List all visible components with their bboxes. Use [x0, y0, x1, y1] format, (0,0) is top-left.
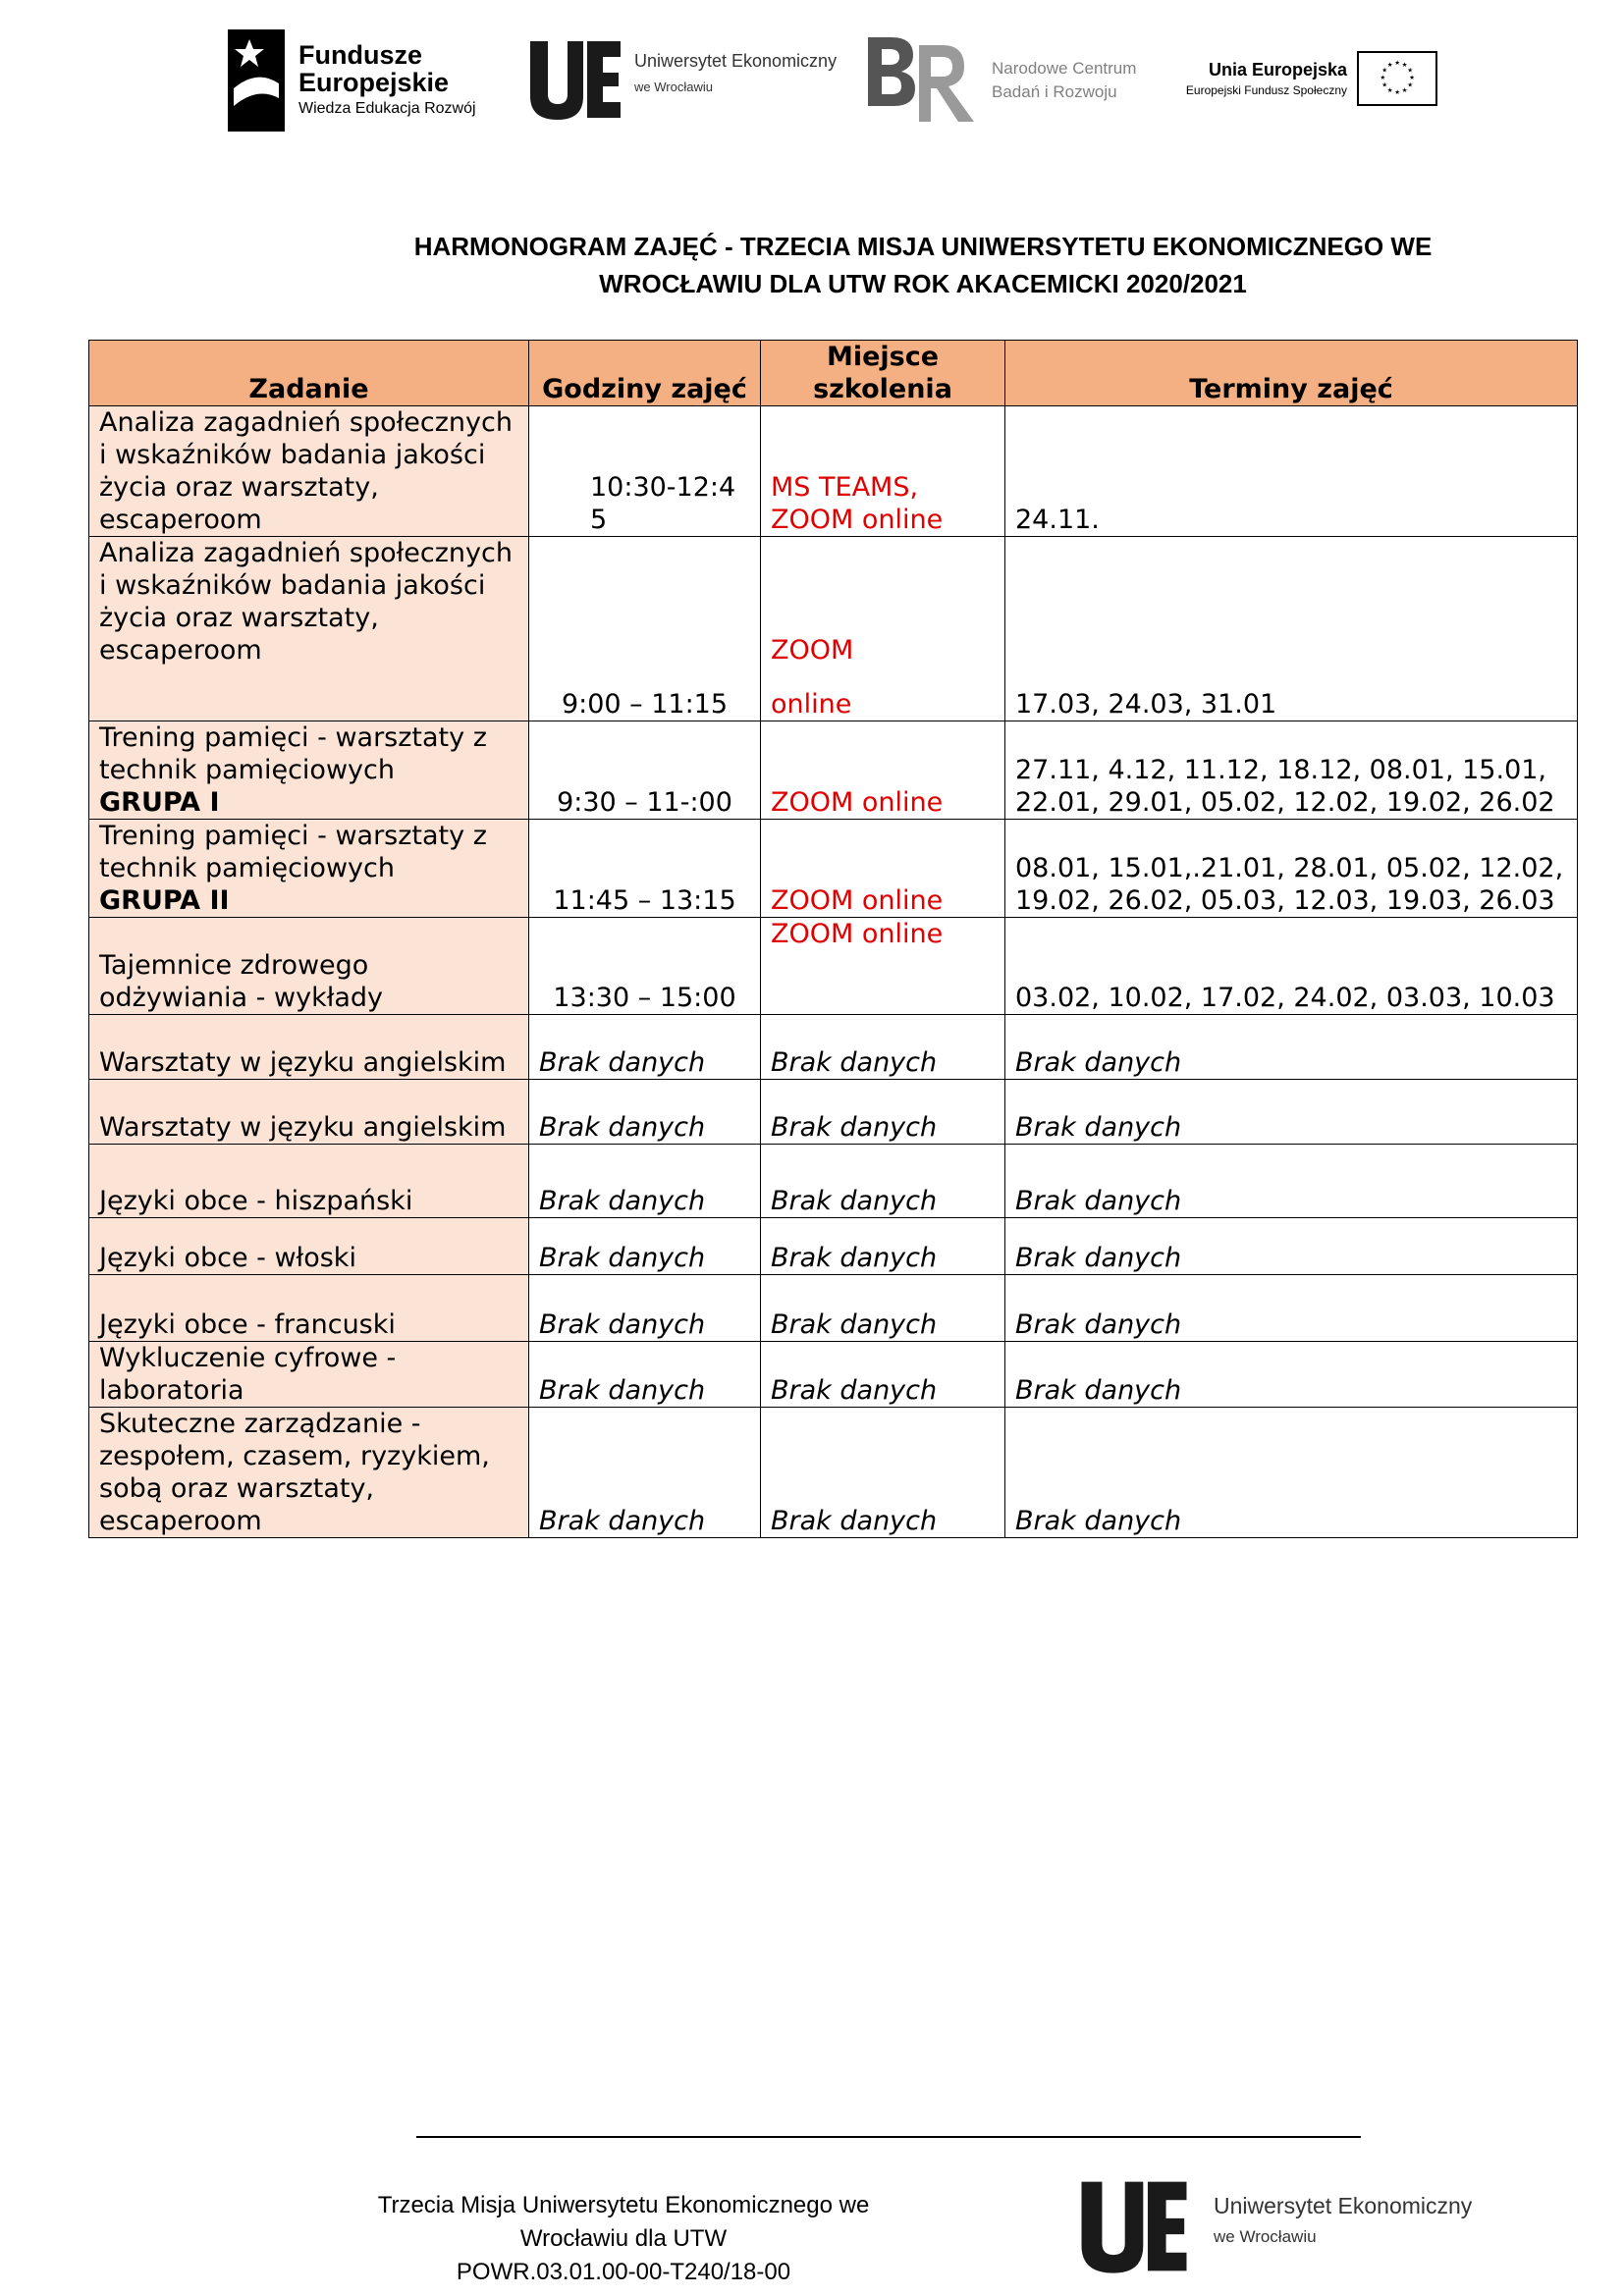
hours-cell: Brak danych: [529, 1218, 761, 1275]
hours-cell: Brak danych: [529, 1342, 761, 1408]
table-row: [89, 1015, 1578, 1080]
table-row: [89, 820, 1578, 918]
task-cell: Analiza zagadnień społecznych i wskaźników badania jakości życia oraz warsztaty, escaperoom: [89, 406, 529, 537]
hours-text: 10:30-12:45: [590, 472, 736, 535]
task-cell: Wykluczenie cyfrowe - laboratoria: [89, 1342, 529, 1408]
fe-logo-line1: Fundusze: [298, 40, 422, 70]
place-cell: Brak danych: [761, 1218, 1005, 1275]
svg-text:★: ★: [1386, 85, 1393, 94]
footer-ue-logo-line2: we Wrocławiu: [1214, 2227, 1317, 2246]
group-label: GRUPA II: [99, 885, 230, 916]
header-dates: Terminy zajęć: [1005, 341, 1578, 406]
svg-text:★: ★: [1401, 85, 1408, 94]
footer-line3: POWR.03.01.00-00-T240/18-00: [456, 2259, 791, 2285]
svg-text:★: ★: [1407, 80, 1414, 89]
place-cell: MS TEAMS, ZOOM online: [761, 406, 1005, 537]
task-cell: [89, 721, 529, 820]
place-cell: Brak danych: [761, 1145, 1005, 1218]
task-cell: Warsztaty w języku angielskim: [89, 1015, 529, 1080]
footer-divider: [416, 2136, 1361, 2138]
title-line1: HARMONOGRAM ZAJĘĆ - TRZECIA MISJA UNIWERSYTETU EKONOMICZNEGO WE: [413, 232, 1433, 261]
table-row: [89, 406, 1578, 537]
place-text: online: [771, 689, 852, 720]
dates-cell: 24.11.: [1005, 406, 1578, 537]
footer-line1: Trzecia Misja Uniwersytetu Ekonomicznego we: [377, 2192, 870, 2218]
dates-cell: Brak danych: [1005, 1145, 1578, 1218]
svg-text:★: ★: [1394, 87, 1401, 96]
table-row: [89, 918, 1578, 1015]
ue-mark-icon: [530, 37, 621, 122]
dates-cell: 08.01, 15.01,.21.01, 28.01, 05.02, 12.02, 19.02, 26.02, 05.03, 12.03, 19.03, 26.03: [1005, 820, 1578, 918]
svg-text:★: ★: [1386, 60, 1393, 69]
eu-logo-line1: Unia Europejska: [1208, 60, 1347, 80]
task-cell: Języki obce - hiszpański: [89, 1145, 529, 1218]
svg-text:★: ★: [1407, 66, 1414, 75]
task-cell: Warsztaty w języku angielskim: [89, 1080, 529, 1145]
ncbr-logo-line2: Badań i Rozwoju: [992, 82, 1117, 101]
svg-text:★: ★: [1381, 80, 1388, 89]
table-row: [89, 1080, 1578, 1145]
document-title: [393, 228, 1453, 302]
svg-text:★: ★: [1401, 60, 1408, 69]
hours-cell: Brak danych: [529, 1080, 761, 1145]
dates-cell: Brak danych: [1005, 1342, 1578, 1408]
ue-logo-line1: Uniwersytet Ekonomiczny: [634, 51, 838, 71]
place-cell: [761, 537, 1005, 721]
header-place: Miejsce szkolenia: [761, 341, 1005, 406]
ncbr-logo: [864, 27, 1159, 130]
dates-cell: 27.11, 4.12, 11.12, 18.12, 08.01, 15.01, 22.01, 29.01, 05.02, 12.02, 19.02, 26.02: [1005, 721, 1578, 820]
eu-logo: [1174, 49, 1449, 108]
footer-line2: Wrocławiu dla UTW: [519, 2225, 728, 2252]
hours-cell: Brak danych: [529, 1408, 761, 1538]
ncbr-logo-line1: Narodowe Centrum: [992, 59, 1137, 78]
header-task: Zadanie: [89, 341, 529, 406]
task-cell: Analiza zagadnień społecznych i wskaźników badania jakości życia oraz warsztaty, escaperoom: [89, 537, 529, 721]
task-cell: Języki obce - włoski: [89, 1218, 529, 1275]
hours-cell: 13:30 – 15:00: [529, 918, 761, 1015]
fundusze-europejskie-icon: [228, 29, 285, 132]
task-cell: Skuteczne zarządzanie - zespołem, czasem, ryzykiem, sobą oraz warsztaty, escaperoom: [89, 1408, 529, 1538]
place-cell: ZOOM online: [761, 721, 1005, 820]
hours-cell: Brak danych: [529, 1145, 761, 1218]
ncbr-mark-icon: [864, 27, 992, 130]
schedule-table: [88, 340, 1578, 1538]
hours-cell: 11:45 – 13:15: [529, 820, 761, 918]
group-label: GRUPA I: [99, 787, 220, 818]
table-row: [89, 1342, 1578, 1408]
task-text: Trening pamięci - warsztaty z technik pamięciowych: [99, 821, 487, 883]
table-row: [89, 721, 1578, 820]
place-cell: Brak danych: [761, 1080, 1005, 1145]
fe-logo-line2: Europejskie: [298, 68, 450, 97]
table-header-row: [89, 341, 1578, 406]
table-row: [89, 1145, 1578, 1218]
ue-logo: [530, 37, 854, 122]
svg-text:★: ★: [1381, 66, 1388, 75]
hours-cell: 9:00 – 11:15: [529, 537, 761, 721]
task-cell: Języki obce - francuski: [89, 1275, 529, 1342]
dates-cell: Brak danych: [1005, 1218, 1578, 1275]
place-top-text: ZOOM: [771, 635, 854, 666]
place-cell: Brak danych: [761, 1408, 1005, 1538]
dates-cell: 17.03, 24.03, 31.01: [1005, 537, 1578, 721]
svg-text:★: ★: [1409, 73, 1415, 81]
svg-text:★: ★: [1380, 73, 1386, 81]
place-cell: ZOOM online: [761, 918, 1005, 1015]
table-row: [89, 1218, 1578, 1275]
place-cell: Brak danych: [761, 1015, 1005, 1080]
header-hours: Godziny zajęć: [529, 341, 761, 406]
title-line2: WROCŁAWIU DLA UTW ROK AKACEMICKI 2020/2021: [599, 269, 1247, 298]
hours-cell: Brak danych: [529, 1275, 761, 1342]
dates-cell: Brak danych: [1005, 1080, 1578, 1145]
hours-cell: Brak danych: [529, 1015, 761, 1080]
footer-project-text: [353, 2189, 893, 2289]
dates-cell: 03.02, 10.02, 17.02, 24.02, 03.03, 10.03: [1005, 918, 1578, 1015]
task-cell: Tajemnice zdrowego odżywiania - wykłady: [89, 918, 529, 1015]
table-row: [89, 537, 1578, 721]
dates-cell: Brak danych: [1005, 1015, 1578, 1080]
fe-logo-line3: Wiedza Edukacja Rozwój: [298, 100, 476, 117]
eu-logo-line2: Europejski Fundusz Społeczny: [1185, 83, 1347, 97]
place-cell: Brak danych: [761, 1342, 1005, 1408]
hours-cell: 9:30 – 11-:00: [529, 721, 761, 820]
ue-logo-line2: we Wrocławiu: [634, 80, 713, 94]
eu-flag-icon: [1357, 51, 1437, 106]
table-row: [89, 1275, 1578, 1342]
place-cell: Brak danych: [761, 1275, 1005, 1342]
dates-cell: Brak danych: [1005, 1275, 1578, 1342]
task-text: Trening pamięci - warsztaty z technik pamięciowych: [99, 722, 487, 785]
footer-ue-mark-icon: [1080, 2177, 1188, 2275]
place-cell: ZOOM online: [761, 820, 1005, 918]
hours-cell: [529, 406, 761, 537]
task-cell: [89, 820, 529, 918]
fundusze-europejskie-logo: [228, 29, 513, 132]
dates-cell: Brak danych: [1005, 1408, 1578, 1538]
svg-text:★: ★: [1394, 59, 1401, 68]
table-row: [89, 1408, 1578, 1538]
footer-ue-logo-line1: Uniwersytet Ekonomiczny: [1214, 2193, 1473, 2218]
footer-ue-logo: [1080, 2177, 1492, 2275]
